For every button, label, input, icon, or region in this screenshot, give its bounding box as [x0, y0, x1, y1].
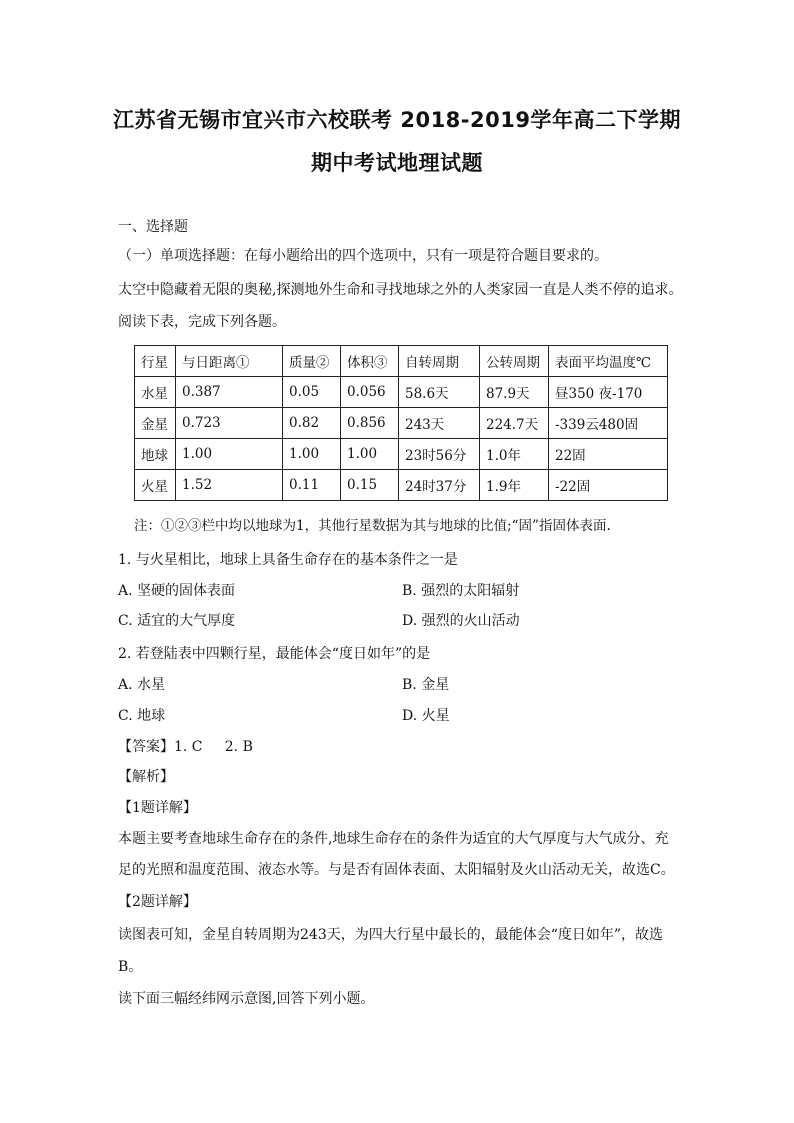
detail-1-line-1: 本题主要考查地球生命存在的条件,地球生命存在的条件为适宜的大气厚度与大气成分、充 — [118, 831, 669, 847]
table-cell: 0.11 — [283, 470, 341, 501]
table-cell: 1.9年 — [480, 470, 549, 501]
table-row — [135, 408, 668, 439]
table-header: 质量② — [283, 346, 341, 377]
table-cell: 0.15 — [341, 470, 399, 501]
table-cell: 昼350 夜-170 — [549, 377, 668, 408]
table-header-row — [135, 346, 668, 377]
table-row — [135, 377, 668, 408]
table-cell: 58.6天 — [399, 377, 480, 408]
table-cell: 87.9天 — [480, 377, 549, 408]
table-header: 表面平均温度℃ — [549, 346, 668, 377]
detail-1-line-2: 足的光照和温度范围、液态水等。与是否有固体表面、太阳辐射及火山活动无关，故选C。 — [118, 862, 675, 878]
section-heading: 一、选择题 — [118, 219, 188, 235]
table-row — [135, 470, 668, 501]
q1-option-a: A. 坚硬的固体表面 — [118, 583, 236, 599]
q2-option-c: C. 地球 — [118, 708, 166, 724]
q2-option-b: B. 金星 — [402, 677, 450, 693]
table-cell: 1.00 — [283, 439, 341, 470]
analysis-label: 【解析】 — [118, 769, 174, 785]
table-cell: -339云480固 — [549, 408, 668, 439]
table-cell: 水星 — [135, 377, 176, 408]
table-cell: 0.387 — [176, 377, 283, 408]
q1-option-b: B. 强烈的太阳辐射 — [402, 583, 520, 599]
table-cell: -22固 — [549, 470, 668, 501]
table-cell: 23时56分 — [399, 439, 480, 470]
table-cell: 0.05 — [283, 377, 341, 408]
intro-line-2: 阅读下表，完成下列各题。 — [118, 314, 286, 330]
instruction-text: （一）单项选择题：在每小题给出的四个选项中，只有一项是符合题目要求的。 — [118, 248, 608, 264]
table-cell: 1.00 — [176, 439, 283, 470]
answer-line: 【答案】1. C 2. B — [118, 739, 253, 755]
table-note: 注：①②③栏中均以地球为1，其他行星数据为其与地球的比值;“固”指固体表面. — [134, 518, 611, 534]
table-header: 公转周期 — [480, 346, 549, 377]
q2-option-d: D. 火星 — [402, 708, 450, 724]
question-1-stem: 1. 与火星相比，地球上具备生命存在的基本条件之一是 — [118, 552, 458, 568]
question-2-stem: 2. 若登陆表中四颗行星，最能体会“度日如年”的是 — [118, 646, 431, 662]
next-prompt: 读下面三幅经纬网示意图,回答下列小题。 — [118, 991, 375, 1007]
table-cell: 24时37分 — [399, 470, 480, 501]
table-cell: 243天 — [399, 408, 480, 439]
table-cell: 1.0年 — [480, 439, 549, 470]
table-cell: 火星 — [135, 470, 176, 501]
detail-2-line-1: 读图表可知，金星自转周期为243天，为四大行星中最长的，最能体会“度日如年”，故选 — [118, 927, 664, 943]
table-cell: 0.723 — [176, 408, 283, 439]
table-cell: 0.856 — [341, 408, 399, 439]
table-cell: 0.056 — [341, 377, 399, 408]
table-cell: 224.7天 — [480, 408, 549, 439]
table-cell: 1.52 — [176, 470, 283, 501]
q2-option-a: A. 水星 — [118, 677, 166, 693]
table-header: 体积③ — [341, 346, 399, 377]
detail-1-label: 【1题详解】 — [118, 800, 197, 816]
table-header: 自转周期 — [399, 346, 480, 377]
q1-option-d: D. 强烈的火山活动 — [402, 613, 520, 629]
table-cell: 地球 — [135, 439, 176, 470]
detail-2-line-2: B。 — [118, 959, 143, 975]
intro-line-1: 太空中隐藏着无限的奥秘,探测地外生命和寻找地球之外的人类家园一直是人类不停的追求。 — [118, 282, 683, 298]
table-cell: 22固 — [549, 439, 668, 470]
table-row — [135, 439, 668, 470]
table-cell: 金星 — [135, 408, 176, 439]
table-cell: 1.00 — [341, 439, 399, 470]
table-header: 与日距离① — [176, 346, 283, 377]
planet-table — [134, 345, 668, 501]
page-title-line1: 江苏省无锡市宜兴市六校联考 2018-2019学年高二下学期 — [113, 108, 681, 132]
table-cell: 0.82 — [283, 408, 341, 439]
page-title-line2: 期中考试地理试题 — [311, 151, 483, 175]
detail-2-label: 【2题详解】 — [118, 894, 197, 910]
q1-option-c: C. 适宜的大气厚度 — [118, 613, 236, 629]
table-header: 行星 — [135, 346, 176, 377]
